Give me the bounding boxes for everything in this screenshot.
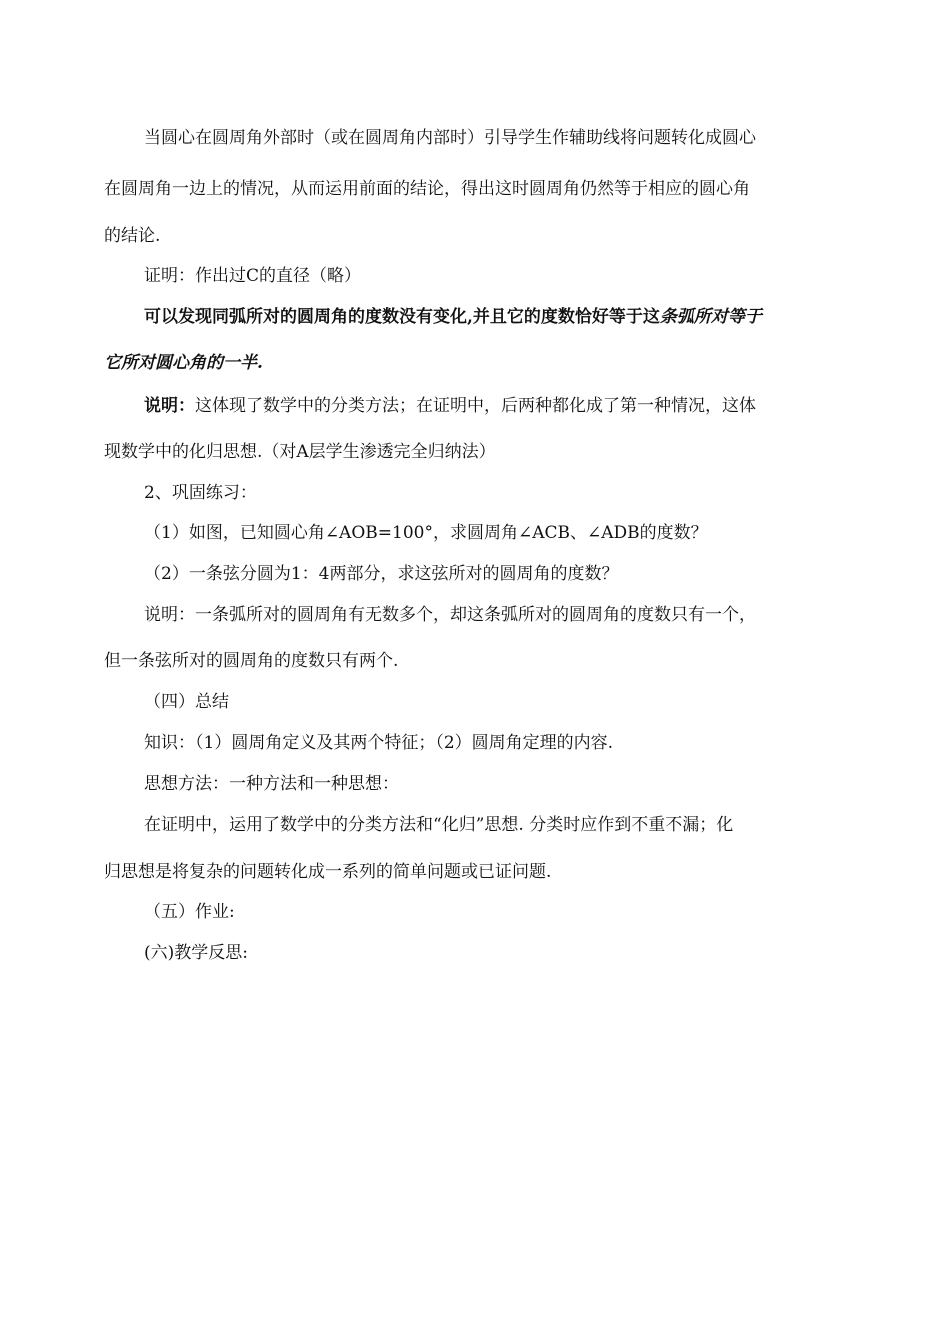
- summary-knowledge: 知识：（1）圆周角定义及其两个特征；（2）圆周角定理的内容.: [144, 733, 614, 753]
- discovery-italic-text: 条弧所对等于: [659, 307, 762, 327]
- paragraph-1-line-3: 的结论.: [104, 226, 161, 246]
- note-1-text: 这体现了数学中的分类方法；在证明中，后两种都化成了第一种情况，这体: [195, 396, 756, 416]
- discovery-line-2: 它所对圆心角的一半.: [104, 353, 263, 373]
- paragraph-1-line-1: 当圆心在圆周角外部时（或在圆周角内部时）引导学生作辅助线将问题转化成圆心: [144, 128, 756, 148]
- homework-heading: （五）作业:: [144, 902, 235, 922]
- summary-detail-line-2: 归思想是将复杂的问题转化成一系列的简单问题或已证问题.: [104, 862, 552, 882]
- proof-line: 证明：作出过C的直径（略）: [144, 266, 362, 286]
- discovery-bold-text: 可以发现同弧所对的圆周角的度数没有变化,并且它的度数恰好等于这: [144, 307, 660, 327]
- summary-detail-line-1: 在证明中，运用了数学中的分类方法和“化归”思想. 分类时应作到不重不漏；化: [144, 815, 734, 835]
- note-2-line-1: 说明：一条弧所对的圆周角有无数多个，却这条弧所对的圆周角的度数只有一个，: [144, 605, 756, 625]
- paragraph-1-line-2: 在圆周角一边上的情况，从而运用前面的结论，得出这时圆周角仍然等于相应的圆心角: [104, 179, 750, 199]
- note-1-label: 说明：: [144, 396, 195, 416]
- practice-question-1: （1）如图，已知圆心角∠AOB=100°，求圆周角∠ACB、∠ADB的度数？: [144, 523, 708, 543]
- note-1-line-2: 现数学中的化归思想.（对A层学生渗透完全归纳法）: [104, 442, 496, 462]
- practice-heading: 2、巩固练习：: [144, 483, 257, 503]
- summary-heading: （四）总结: [144, 692, 229, 712]
- note-1-line-1: [144, 394, 884, 418]
- summary-method: 思想方法：一种方法和一种思想：: [144, 774, 399, 794]
- note-2-line-2: 但一条弦所对的圆周角的度数只有两个.: [104, 651, 399, 671]
- practice-question-2: （2）一条弦分圆为1：4两部分，求这弦所对的圆周角的度数？: [144, 564, 619, 584]
- discovery-line-1: [144, 305, 884, 329]
- reflection-heading: (六)教学反思:: [144, 943, 248, 963]
